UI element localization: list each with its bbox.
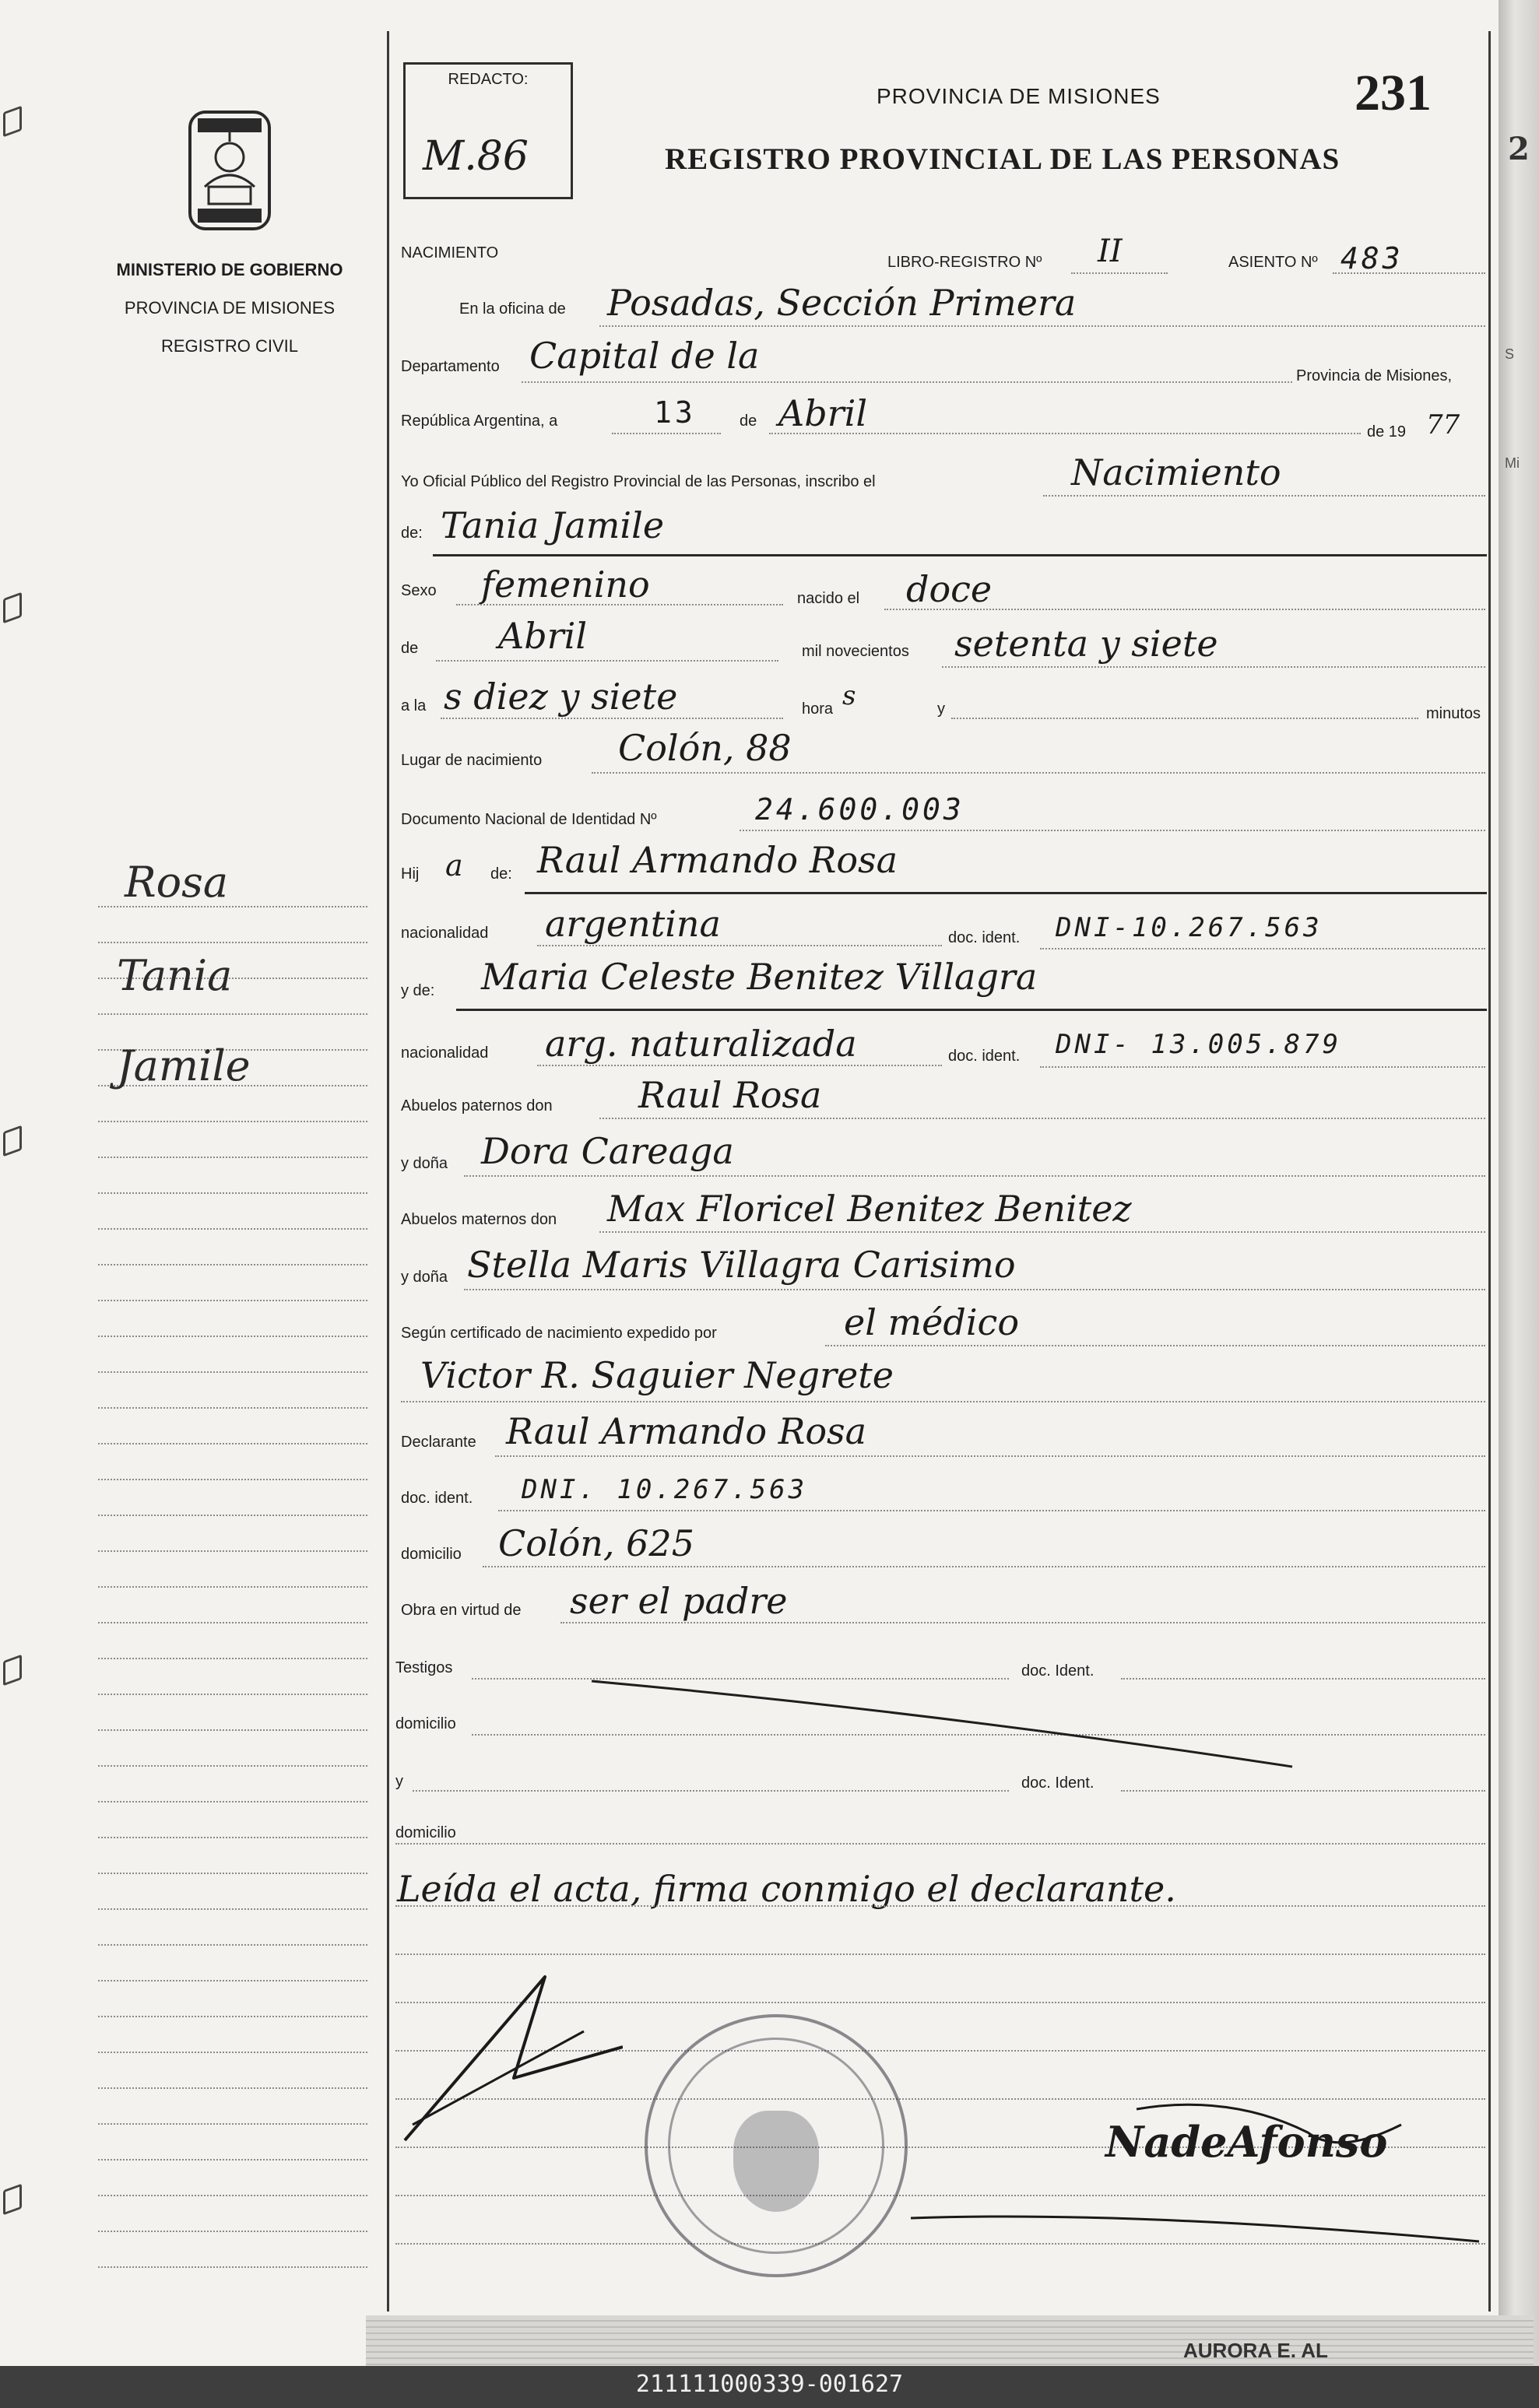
hora-value: s diez y siete xyxy=(444,676,678,718)
de2-label: de xyxy=(401,640,419,657)
y-label: y xyxy=(937,700,945,718)
oficina-value: Posadas, Sección Primera xyxy=(607,282,1077,324)
margin-first-name: Tania xyxy=(117,951,233,1000)
dotted-line xyxy=(395,1905,1485,1907)
year-label: de 19 xyxy=(1367,423,1407,441)
registry-title: REGISTRO PROVINCIAL DE LAS PERSONAS xyxy=(665,142,1340,176)
stack-stamp-text: AURORA E. AL xyxy=(1183,2339,1328,2362)
binder-clip xyxy=(3,106,22,138)
year-value: 77 xyxy=(1426,409,1460,441)
sexo-label: Sexo xyxy=(401,582,437,599)
next-page-fragment: Mi xyxy=(1505,455,1520,471)
mother-underline xyxy=(456,1009,1487,1011)
horas-suffix: s xyxy=(842,680,856,711)
second-domicilio-label: domicilio xyxy=(395,1824,456,1841)
ruled-line xyxy=(98,1765,367,1767)
ruled-line xyxy=(98,1407,367,1409)
ruled-line xyxy=(98,1515,367,1516)
certificate-label: Según certificado de nacimiento expedido por xyxy=(401,1325,717,1342)
ydona-label-2: y doña xyxy=(401,1269,448,1286)
father-doc-value: DNI-10.267.563 xyxy=(1056,912,1323,943)
officer-statement: Yo Oficial Público del Registro Provincial de las Personas, inscribo el xyxy=(401,473,876,490)
closing-statement: Leída el acta, firma conmigo el declarante. xyxy=(397,1868,1176,1910)
mother-nationality-value: arg. naturalizada xyxy=(545,1023,857,1065)
libro-label: LIBRO-REGISTRO Nº xyxy=(887,254,1042,271)
dotted-line xyxy=(740,830,1485,831)
lugar-value: Colón, 88 xyxy=(618,727,792,769)
dotted-line xyxy=(599,1118,1485,1119)
dotted-line xyxy=(1071,272,1168,274)
dotted-line xyxy=(537,945,942,946)
lugar-label: Lugar de nacimiento xyxy=(401,752,543,769)
next-page-edge xyxy=(1499,0,1539,2366)
dotted-line xyxy=(464,1175,1485,1177)
signature-stroke xyxy=(903,2101,1495,2257)
republica-label: República Argentina, a xyxy=(401,412,558,430)
nacionalidad-label: nacionalidad xyxy=(401,925,489,942)
month-value: Abril xyxy=(778,392,868,434)
second-doc-label: doc. Ident. xyxy=(1021,1774,1095,1792)
father-underline xyxy=(525,892,1487,894)
ruled-line xyxy=(98,1013,367,1015)
sexo-value: femenino xyxy=(481,563,650,606)
ministry-registry: REGISTRO CIVIL xyxy=(160,336,299,356)
official-signature: NadeAfonso xyxy=(1105,2117,1388,2167)
nacionalidad-label-2: nacionalidad xyxy=(401,1044,489,1062)
hora-prefix-label: a la xyxy=(401,697,427,714)
dotted-line xyxy=(592,772,1485,774)
dotted-line xyxy=(884,609,1485,610)
dotted-line xyxy=(537,1065,942,1066)
ruled-line xyxy=(98,1694,367,1695)
hij-suffix: a xyxy=(445,848,463,883)
dotted-line xyxy=(612,433,721,434)
y2-label: y xyxy=(395,1773,403,1790)
ruled-line xyxy=(98,2195,367,2196)
name-underline xyxy=(433,554,1487,556)
margin-surname: Rosa xyxy=(125,858,229,907)
maternal-grandmother-value: Stella Maris Villagra Carisimo xyxy=(467,1244,1016,1286)
ruled-line xyxy=(98,1944,367,1946)
year-words-value: setenta y siete xyxy=(954,623,1218,665)
dotted-line xyxy=(1333,272,1485,274)
page-stack-edge xyxy=(366,2315,1534,2366)
ruled-line xyxy=(98,1837,367,1838)
ministry-title: MINISTERIO DE GOBIERNO xyxy=(116,260,343,279)
page-number: 231 xyxy=(1355,65,1432,121)
dotted-line xyxy=(1040,948,1485,950)
dotted-line xyxy=(942,666,1485,668)
obra-label: Obra en virtud de xyxy=(401,1602,522,1619)
declarant-doc-label: doc. ident. xyxy=(401,1490,473,1507)
testigos-label: Testigos xyxy=(395,1659,453,1676)
provincia-suffix: Provincia de Misiones, xyxy=(1296,367,1453,384)
physician-value: Victor R. Saguier Negrete xyxy=(420,1354,894,1396)
province-heading: PROVINCIA DE MISIONES xyxy=(877,84,1161,108)
ruled-line xyxy=(98,2087,367,2089)
provincial-seal-icon xyxy=(185,109,274,232)
ministry-province: PROVINCIA DE MISIONES xyxy=(124,298,336,318)
dotted-line xyxy=(495,1455,1485,1457)
binder-clip xyxy=(3,2184,22,2216)
dotted-line xyxy=(464,1289,1485,1290)
obra-value: ser el padre xyxy=(570,1580,788,1622)
ruled-line xyxy=(98,1586,367,1588)
dotted-line xyxy=(599,325,1485,327)
dotted-line xyxy=(951,718,1418,719)
ruled-line xyxy=(98,1192,367,1194)
official-stamp xyxy=(645,2014,908,2277)
dotted-line xyxy=(1043,495,1485,497)
asiento-value: 483 xyxy=(1340,241,1404,276)
mil-label: mil novecientos xyxy=(802,643,909,660)
declarant-doc-value: DNI. 10.267.563 xyxy=(522,1474,808,1505)
mother-doc-value: DNI- 13.005.879 xyxy=(1056,1029,1342,1060)
de-nombre-label: de: xyxy=(401,525,423,542)
act-type-label: NACIMIENTO xyxy=(401,244,499,262)
horas-label: hora xyxy=(802,700,834,718)
ruled-line xyxy=(98,2266,367,2268)
father-name-value: Raul Armando Rosa xyxy=(537,839,898,881)
dotted-line xyxy=(522,381,1292,383)
hij-label: Hij xyxy=(401,865,420,883)
ruled-line xyxy=(98,942,367,943)
dotted-line xyxy=(483,1566,1485,1567)
ministry-block xyxy=(93,251,366,365)
redacto-label: REDACTO: xyxy=(448,71,529,88)
redacto-box xyxy=(403,62,573,199)
act-registered-value: Nacimiento xyxy=(1071,451,1281,493)
binder-clip xyxy=(3,592,22,624)
next-page-number-fragment: 2 xyxy=(1508,131,1530,167)
ruled-line xyxy=(98,1658,367,1659)
dotted-line xyxy=(560,1622,1485,1623)
maternal-grandfather-label: Abuelos maternos don xyxy=(401,1211,557,1228)
declarant-value: Raul Armando Rosa xyxy=(506,1410,867,1452)
ruled-line xyxy=(98,1550,367,1552)
ruled-line xyxy=(98,2159,367,2161)
asiento-label: ASIENTO Nº xyxy=(1228,254,1318,271)
ruled-line xyxy=(98,1980,367,1982)
ruled-line xyxy=(98,1873,367,1874)
ruled-line xyxy=(98,1622,367,1623)
ruled-line xyxy=(98,2016,367,2017)
ruled-line xyxy=(98,1300,367,1301)
dotted-line xyxy=(413,1790,1009,1792)
ydona-label: y doña xyxy=(401,1155,448,1172)
testigos-domicilio-label: domicilio xyxy=(395,1715,456,1732)
dotted-line xyxy=(825,1345,1485,1346)
paternal-grandfather-label: Abuelos paternos don xyxy=(401,1097,553,1114)
libro-value: II xyxy=(1098,233,1123,269)
maternal-grandfather-value: Max Floricel Benitez Benitez xyxy=(607,1188,1132,1230)
ruled-line xyxy=(98,2123,367,2125)
minutos-label: minutos xyxy=(1426,705,1481,722)
ruled-line xyxy=(98,1228,367,1230)
dotted-line xyxy=(1121,1790,1485,1792)
departamento-label: Departamento xyxy=(401,358,500,375)
ruled-line xyxy=(98,1801,367,1802)
dotted-line xyxy=(498,1510,1485,1511)
dotted-line xyxy=(441,718,783,719)
dotted-line xyxy=(769,433,1361,434)
paternal-grandfather-value: Raul Rosa xyxy=(638,1074,822,1116)
ruled-line xyxy=(98,1157,367,1158)
ruled-line xyxy=(98,1121,367,1122)
strikethrough-line xyxy=(545,1666,1308,1774)
paternal-grandmother-value: Dora Careaga xyxy=(481,1130,734,1172)
redacto-value: M.86 xyxy=(423,133,529,180)
day-value: 13 xyxy=(654,395,696,430)
mother-doc-label: doc. ident. xyxy=(948,1048,1021,1065)
image-caption: 211111000339-001627 xyxy=(635,2371,904,2398)
domicilio-value: Colón, 625 xyxy=(498,1522,694,1564)
father-nationality-value: argentina xyxy=(545,903,721,945)
dni-value: 24.600.003 xyxy=(755,792,965,827)
dni-label: Documento Nacional de Identidad Nº xyxy=(401,811,657,828)
ruled-line xyxy=(98,1479,367,1480)
nacido-value: doce xyxy=(906,568,993,610)
de-label: de xyxy=(740,412,757,430)
next-page-fragment: S xyxy=(1505,346,1515,362)
ruled-line xyxy=(98,1336,367,1337)
domicilio-label: domicilio xyxy=(401,1546,462,1563)
stamp-emblem xyxy=(733,2111,819,2212)
declarant-signature xyxy=(389,1953,623,2156)
binder-clip xyxy=(3,1655,22,1687)
month2-value: Abril xyxy=(498,615,588,657)
child-name-value: Tania Jamile xyxy=(441,504,665,546)
testigos-doc-label: doc. Ident. xyxy=(1021,1662,1095,1680)
declarant-label: Declarante xyxy=(401,1434,476,1451)
right-column-border xyxy=(1488,31,1491,2311)
caption-bar xyxy=(0,2366,1539,2408)
oficina-label: En la oficina de xyxy=(459,300,566,318)
ruled-line xyxy=(98,1729,367,1731)
departamento-value: Capital de la xyxy=(529,335,760,377)
binder-clip xyxy=(3,1125,22,1157)
ruled-line xyxy=(98,1908,367,1910)
margin-second-name: Jamile xyxy=(117,1041,251,1090)
dotted-line xyxy=(436,660,778,662)
certificate-value: el médico xyxy=(844,1301,1020,1343)
ruled-line xyxy=(98,2052,367,2053)
ruled-line xyxy=(98,1371,367,1373)
ruled-line xyxy=(98,1264,367,1265)
dotted-line xyxy=(395,1843,1485,1845)
mother-name-value: Maria Celeste Benitez Villagra xyxy=(481,956,1038,998)
dotted-line xyxy=(401,1401,1485,1402)
de3-label: de: xyxy=(490,865,512,883)
ruled-line xyxy=(98,2231,367,2232)
nacido-label: nacido el xyxy=(797,590,860,607)
dotted-line xyxy=(599,1231,1485,1233)
father-doc-label: doc. ident. xyxy=(948,929,1021,946)
dotted-line xyxy=(1040,1066,1485,1068)
ruled-line xyxy=(98,1443,367,1444)
dotted-line xyxy=(456,604,783,606)
yde-label: y de: xyxy=(401,982,435,999)
